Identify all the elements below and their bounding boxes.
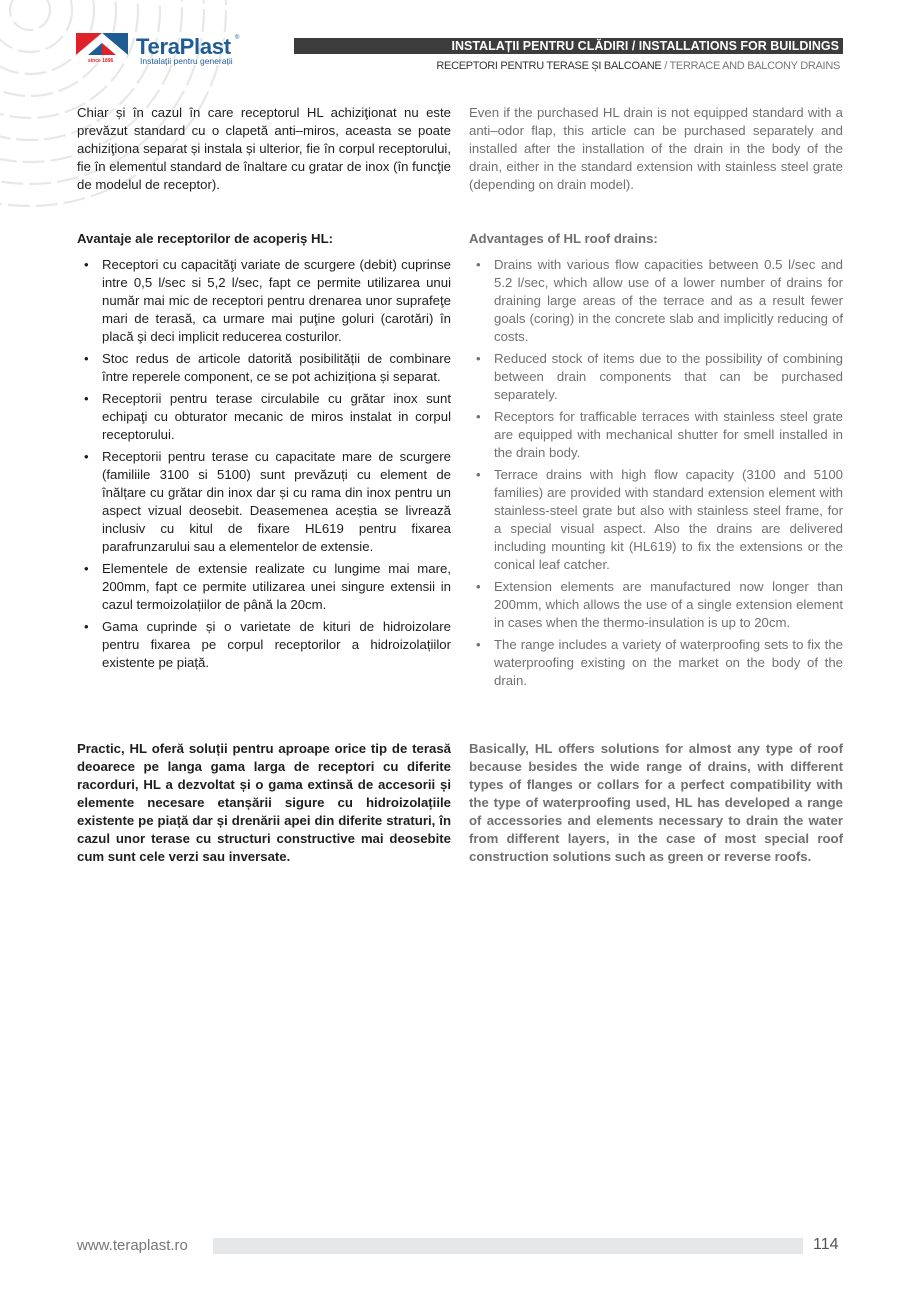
list-item: • Receptori cu capacităţi variate de scurgere (debit) cuprinse intre 0,5 l/sec si 5,2 l/sec, fapt ce permite utilizarea unui număr mai mic de receptori pentru drenarea unor suprafeţe mari de terasă, ca urmare mai puţine goluri (carotări) în placă şi deci implicit reducerea costurilor. — [84, 257, 451, 344]
intro-en: Even if the purchased HL drain is not equipped standard with a anti–odor flap, this article can be purchased separately and installed after the installation of the drain in the body of the drain, either in the standard extension with stainless steel grate (depending on drain model). — [469, 105, 843, 192]
list-item: • Receptors for trafficable terraces with stainless steel grate are equipped with mechanical shutter for smell installed in the drain body. — [476, 409, 843, 460]
bullet-icon: • — [84, 257, 89, 272]
intro-ro: Chiar și în cazul în care receptorul HL achiziţionat nu este prevăzut standard cu o clapetă anti–miros, aceasta se poate achiziţiona separat și instala și ulterior, fie în corpul receptorului, fie în elementul standard de înaltare cu gratar de inox (în funcţie de modelul de receptor). — [77, 105, 451, 192]
bullet-icon: • — [476, 467, 481, 482]
list-item: • The range includes a variety of waterproofing sets to fix the waterproofing existing on the market on the body of the drain. — [476, 637, 843, 688]
website-link[interactable]: www.teraplast.ro — [77, 1237, 188, 1254]
subtitle-sep: / — [661, 60, 670, 72]
bullet-icon: • — [84, 619, 89, 634]
brand-tagline: Instalații pentru generații — [140, 56, 233, 66]
advantages-list-ro — [77, 256, 451, 676]
summary-ro: Practic, HL oferă soluții pentru aproape orice tip de terasă deoarece pe langa gama larga de receptori cu diferite racorduri, HL a dezvoltat și o gama extinsă de accesorii și elemente necesare etanșării sigure cu hidroizolațiile existente pe piață dar și drenării apei din diferite straturi, în cazul unor terase cu structuri constructive mai deosebite cum sunt cele verzi sau inversate. — [77, 741, 451, 864]
bullet-icon: • — [476, 351, 481, 366]
brand-name: TeraPlast — [136, 34, 231, 59]
bullet-icon: • — [84, 351, 89, 366]
list-item: • Reduced stock of items due to the possibility of combining between drain components that can be purchased separately. — [476, 351, 843, 402]
list-item: • Receptorii pentru terase circulabile cu grătar inox sunt echipaţi cu obturator mecanic de miros instalat in corpul receptorului. — [84, 391, 451, 442]
advantages-title-en: Advantages of HL roof drains: — [469, 231, 658, 246]
advantages-list-en — [469, 256, 843, 694]
advantages-title-ro: Avantaje ale receptorilor de acoperiș HL: — [77, 231, 334, 246]
bullet-icon: • — [476, 579, 481, 594]
list-item: • Stoc redus de articole datorită posibilității de combinare între reperele component, ce se pot achiziționa și separat. — [84, 351, 451, 384]
bullet-icon: • — [476, 637, 481, 652]
bullet-icon: • — [84, 561, 89, 576]
list-item: • Gama cuprinde și o varietate de kituri de hidroizolare pentru fixarea pe corpul receptorilor a hidroizolațiilor existente pe piață. — [84, 619, 451, 670]
bullet-icon: • — [476, 409, 481, 424]
subtitle-en: TERRACE AND BALCONY DRAINS — [669, 60, 840, 72]
logo-since: since 1896 — [88, 58, 114, 64]
page-number: 114 — [813, 1236, 839, 1253]
teraplast-logo[interactable] — [76, 33, 241, 69]
bullet-icon: • — [476, 257, 481, 272]
list-item: • Receptorii pentru terase cu capacitate mare de scurgere (familiile 3100 si 5100) sunt prevăzuți cu element de înălțare cu grătar din inox dar și cu rama din inox pentru un aspect vizual deosebit. Deasemenea aceștia se livrează inclusiv cu kitul de fixare HL619 pentru fixarea parafrunzarului sau a elementelor de extensie. — [84, 449, 451, 554]
summary-en: Basically, HL offers solutions for almost any type of roof because besides the wide range of drains, with different types of flanges or collars for a perfect compatibility with the type of waterproofing used, HL has developed a range of accessories and elements necessary to drain the water from different layers, in the case of most special roof construction solutions such as green or reverse roofs. — [469, 741, 843, 864]
list-item: • Drains with various flow capacities between 0.5 l/sec and 5.2 l/sec, which allow use of a lower number of drains for draining large areas of the terrace and as a result fewer goals (coring) in the concrete slab and implicitly reducing of costs. — [476, 257, 843, 344]
section-title-bar: INSTALAȚII PENTRU CLĂDIRI / INSTALLATIONS FOR BUILDINGS — [294, 38, 843, 54]
list-item: • Extension elements are manufactured now longer than 200mm, which allows the use of a single extension element in cases when the thermo-insulation is up to 20cm. — [476, 579, 843, 630]
registered-mark: ® — [235, 35, 240, 41]
footer-bar — [213, 1238, 803, 1254]
bullet-icon: • — [84, 391, 89, 406]
list-item: • Terrace drains with high flow capacity (3100 and 5100 families) are provided with standard extension element with stainless-steel grate but also with stainless steel frame, for a special visual aspect. Also the drains are delivered including mounting kit (HL619) to fix the extensions or the conical leaf catcher. — [476, 467, 843, 572]
subtitle-ro: RECEPTORI PENTRU TERASE ȘI BALCOANE — [436, 60, 662, 72]
bullet-icon: • — [84, 449, 89, 464]
section-subtitle — [436, 60, 840, 72]
list-item: • Elementele de extensie realizate cu lungime mai mare, 200mm, fapt ce permite utilizarea unei singure extensii in cazul termoizolațiilor de până la 20cm. — [84, 561, 451, 612]
